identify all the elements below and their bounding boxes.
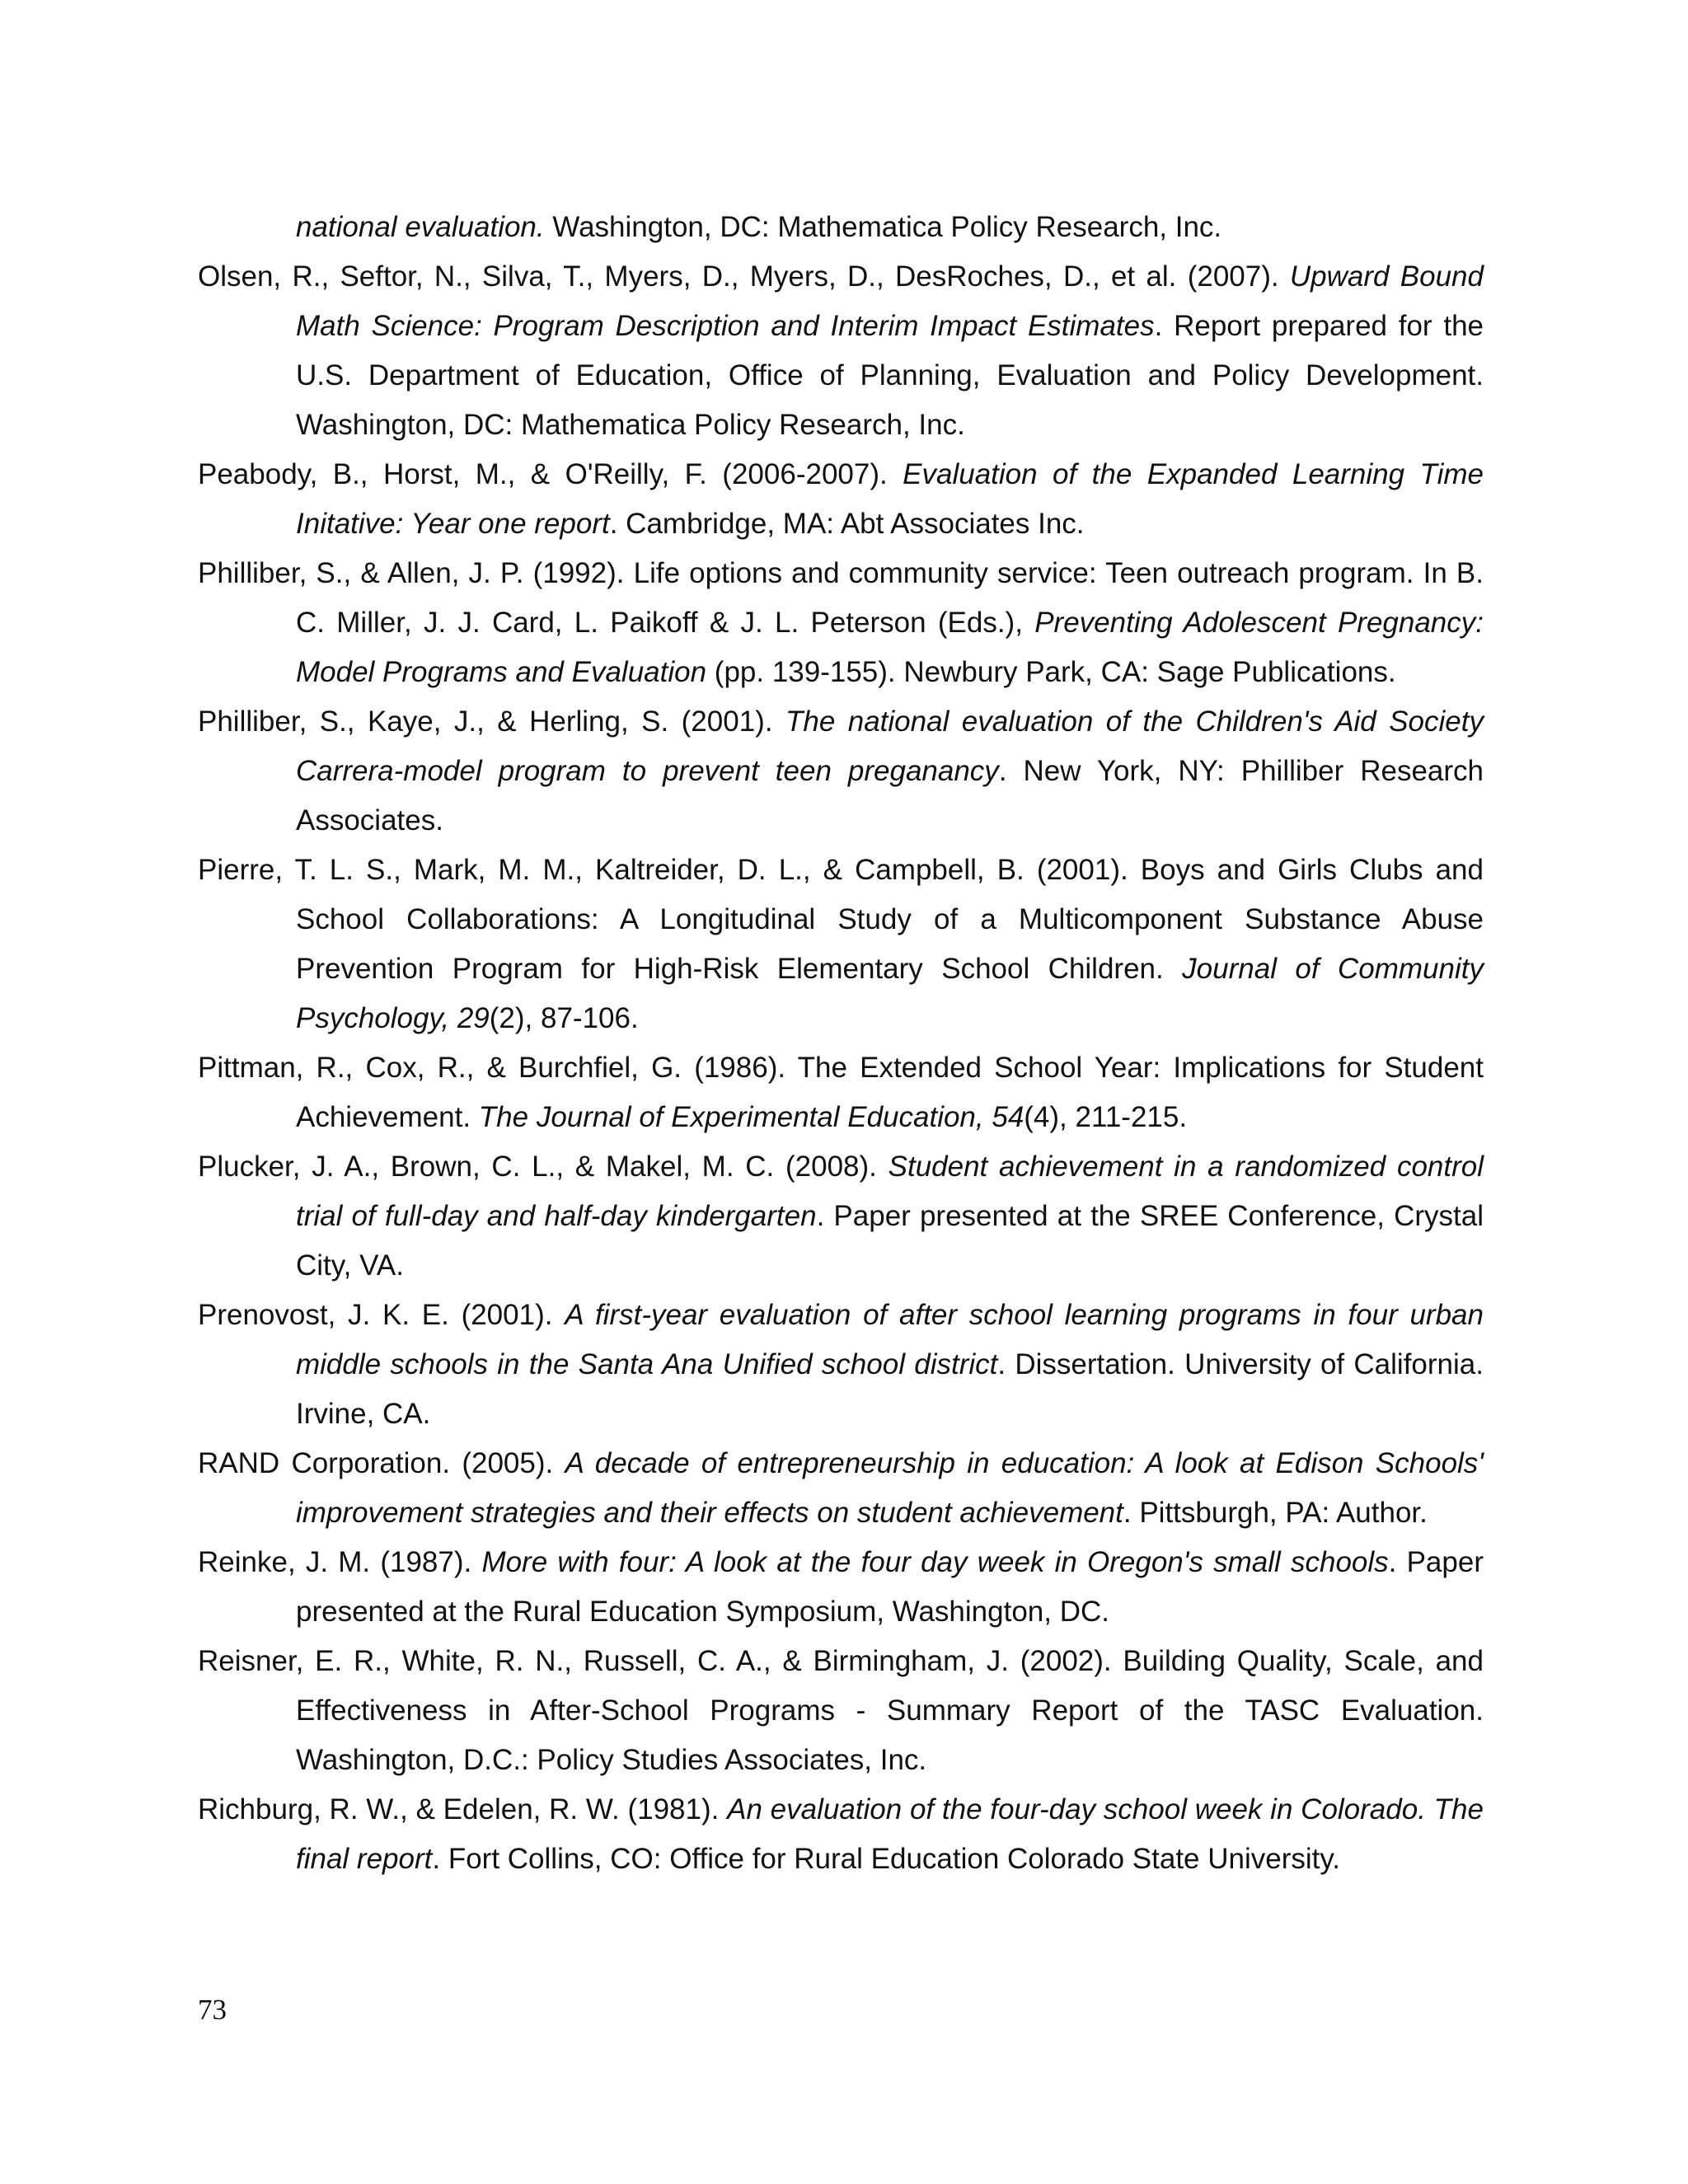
- reference-text: RAND Corporation. (2005).: [198, 1447, 565, 1479]
- reference-text: Pittman, R., Cox, R., & Burchfiel, G. (1986). The Extended School Year: Implications for Student Achievement.: [198, 1052, 1484, 1133]
- reference-title: national evaluation.: [296, 211, 545, 243]
- reference-entry: [198, 1291, 1484, 1439]
- reference-text: (pp. 139-155). Newbury Park, CA: Sage Publications.: [706, 656, 1396, 688]
- reference-text: Pierre, T. L. S., Mark, M. M., Kaltreider, D. L., & Campbell, B. (2001). Boys and Girls Clubs and School Collaborations: A Longitudinal Study of a Multicomponent Substance Abuse Prevention Program for High-Risk Elementary School Children.: [198, 854, 1484, 985]
- reference-text: Prenovost, J. K. E. (2001).: [198, 1299, 565, 1331]
- reference-title: An evaluation of the four-day school week in Colorado. The final report: [296, 1793, 1484, 1875]
- reference-entry: [198, 846, 1484, 1043]
- reference-text: . Fort Collins, CO: Office for Rural Education Colorado State University.: [432, 1843, 1341, 1875]
- reference-text: . Report prepared for the U.S. Department of Education, Office of Planning, Evaluation and Policy Development. Washington, DC: Mathematica Policy Research, Inc.: [296, 310, 1484, 441]
- reference-text: . Paper presented at the SREE Conference, Crystal City, VA.: [296, 1200, 1484, 1282]
- reference-text: . New York, NY: Philliber Research Associates.: [296, 755, 1484, 837]
- reference-title: Evaluation of the Expanded Learning Time Initative: Year one report: [296, 458, 1484, 540]
- reference-title: A decade of entrepreneurship in education: A look at Edison Schools' improvement strategies and their effects on student achievement: [296, 1447, 1484, 1529]
- reference-title: The Journal of Experimental Education, 54: [478, 1101, 1025, 1133]
- reference-entry: [198, 1538, 1484, 1637]
- reference-entry: [198, 1439, 1484, 1538]
- reference-entry: [198, 1142, 1484, 1291]
- reference-title: Journal of Community Psychology, 29: [296, 953, 1484, 1034]
- page-number: 73: [198, 1994, 227, 2026]
- reference-title: Upward Bound Math Science: Program Description and Interim Impact Estimates: [296, 260, 1484, 342]
- reference-text: Reisner, E. R., White, R. N., Russell, C. A., & Birmingham, J. (2002). Building Quality, Scale, and Effectiveness in After-School Programs - Summary Report of the TASC Evaluation. Washington, D.C.: Policy Studies Associates, Inc.: [198, 1645, 1484, 1776]
- reference-title: The national evaluation of the Children's Aid Society Carrera-model program to prevent teen preganancy: [296, 705, 1484, 787]
- reference-text: . Dissertation. University of California. Irvine, CA.: [296, 1348, 1484, 1430]
- reference-text: . Cambridge, MA: Abt Associates Inc.: [609, 508, 1085, 540]
- reference-entry-continuation: [198, 203, 1484, 252]
- reference-title: Preventing Adolescent Pregnancy: Model Programs and Evaluation: [296, 607, 1484, 688]
- reference-text: (2), 87-106.: [489, 1002, 639, 1034]
- reference-entry: [198, 1785, 1484, 1884]
- reference-text: Philliber, S., & Allen, J. P. (1992). Life options and community service: Teen outreach program. In B. C. Miller, J. J. Card, L. Paikoff & J. L. Peterson (Eds.),: [198, 557, 1484, 639]
- reference-entry: [198, 1637, 1484, 1785]
- reference-text: Peabody, B., Horst, M., & O'Reilly, F. (2006-2007).: [198, 458, 903, 490]
- reference-entry: [198, 697, 1484, 846]
- reference-text: Plucker, J. A., Brown, C. L., & Makel, M. C. (2008).: [198, 1151, 889, 1183]
- reference-text: . Paper presented at the Rural Education Symposium, Washington, DC.: [296, 1546, 1484, 1628]
- reference-title: A first-year evaluation of after school learning programs in four urban middle schools in the Santa Ana Unified school district: [296, 1299, 1484, 1380]
- reference-text: Philliber, S., Kaye, J., & Herling, S. (2001).: [198, 705, 785, 738]
- reference-text: Richburg, R. W., & Edelen, R. W. (1981).: [198, 1793, 728, 1825]
- reference-title: More with four: A look at the four day week in Oregon's small schools: [481, 1546, 1389, 1578]
- reference-entry: [198, 252, 1484, 450]
- reference-text: Reinke, J. M. (1987).: [198, 1546, 482, 1578]
- reference-text: . Pittsburgh, PA: Author.: [1123, 1497, 1428, 1529]
- reference-list: [198, 203, 1484, 1884]
- reference-text: Olsen, R., Seftor, N., Silva, T., Myers, D., Myers, D., DesRoches, D., et al. (2007).: [198, 260, 1290, 293]
- reference-entry: [198, 1043, 1484, 1142]
- reference-text: Washington, DC: Mathematica Policy Research, Inc.: [544, 211, 1222, 243]
- reference-entry: [198, 450, 1484, 549]
- reference-text: (4), 211-215.: [1024, 1101, 1188, 1133]
- reference-entry: [198, 549, 1484, 697]
- reference-title: Student achievement in a randomized control trial of full-day and half-day kindergarten: [296, 1151, 1484, 1232]
